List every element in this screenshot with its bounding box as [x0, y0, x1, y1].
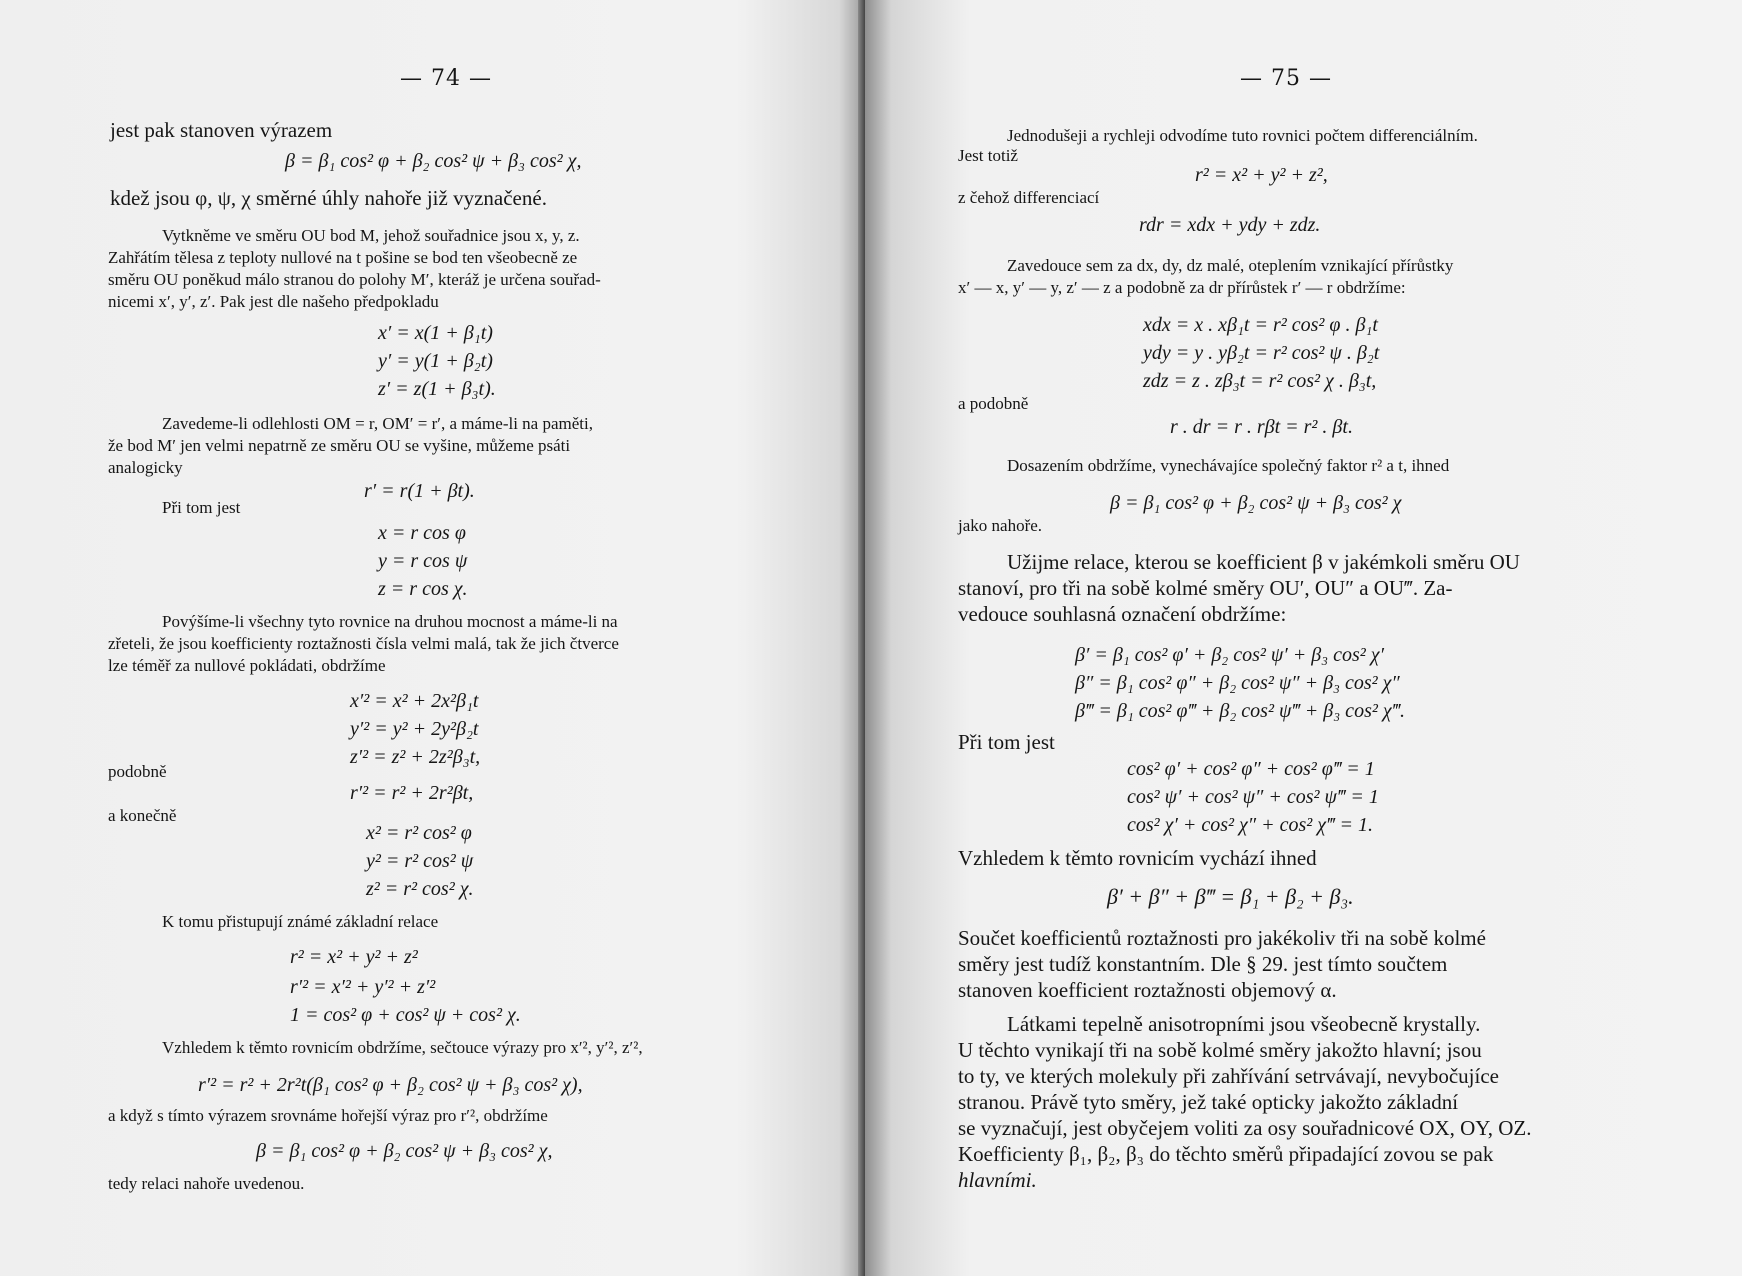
text-line: stranou. Právě tyto směry, jež také opticky jakožto základní	[958, 1090, 1459, 1114]
left-page	[0, 0, 865, 1276]
equation: z = r cos χ.	[378, 578, 468, 600]
text-line: Při tom jest	[958, 730, 1055, 754]
equation: β′ = β₁ cos² φ′ + β₂ cos² ψ′ + β₃ cos² χ′	[1075, 644, 1384, 666]
text-line: K tomu přistupují známé základní relace	[162, 912, 439, 931]
label: a konečně	[108, 806, 177, 825]
equation: xdx = x . xβ₁t = r² cos² φ . β₁t	[1143, 314, 1378, 336]
text-line: to ty, ve kterých molekuly při zahřívání setrvávají, nevybočujíce	[958, 1064, 1499, 1088]
equation: 1 = cos² φ + cos² ψ + cos² χ.	[290, 1004, 521, 1026]
text-line: U těchto vynikají tři na sobě kolmé směry jakožto hlavní; jsou	[958, 1038, 1482, 1062]
equation: β″ = β₁ cos² φ″ + β₂ cos² ψ″ + β₃ cos² χ″	[1075, 672, 1400, 694]
equation: β = β₁ cos² φ + β₂ cos² ψ + β₃ cos² χ,	[256, 1140, 553, 1162]
equation: rdr = xdx + ydy + zdz.	[1139, 214, 1321, 236]
text-line: Jednodušeji a rychleji odvodíme tuto rovnici počtem differenciálním.	[1007, 126, 1478, 145]
equation: r′² = r² + 2r²βt,	[350, 782, 474, 804]
equation: z′ = z(1 + β₃t).	[378, 378, 496, 400]
text-line: kdež jsou φ, ψ, χ směrné úhly nahoře již vyznačené.	[110, 186, 547, 210]
equation: ydy = y . yβ₂t = r² cos² ψ . β₂t	[1143, 342, 1380, 364]
text-line: Jest totiž	[958, 146, 1018, 165]
text-line: že bod M′ jen velmi nepatrně ze směru OU se vyšine, můžeme psáti	[108, 436, 571, 455]
text-line: směry jest tudíž konstantním. Dle § 29. jest tímto součtem	[958, 952, 1448, 976]
equation: β‴ = β₁ cos² φ‴ + β₂ cos² ψ‴ + β₃ cos² χ‴.	[1075, 700, 1406, 722]
equation: x′² = x² + 2x²β₁t	[350, 690, 479, 712]
equation: r′ = r(1 + βt).	[364, 480, 475, 502]
equation: y′ = y(1 + β₂t)	[378, 350, 493, 372]
text-line: Zavedouce sem za dx, dy, dz malé, oteplením vznikající přírůstky	[1007, 256, 1454, 275]
equation: cos² ψ′ + cos² ψ″ + cos² ψ‴ = 1	[1127, 786, 1379, 808]
equation: cos² χ′ + cos² χ″ + cos² χ‴ = 1.	[1127, 814, 1373, 836]
text-line: Dosazením obdržíme, vynechávajíce společný faktor r² a t, ihned	[1007, 456, 1450, 475]
page-number: — 75 —	[1240, 66, 1332, 91]
equation: z′² = z² + 2z²β₃t,	[350, 746, 481, 768]
text-line: vedouce souhlasná označení obdržíme:	[958, 602, 1287, 626]
text-line: a když s tímto výrazem srovnáme hořejší výraz pro r′², obdržíme	[108, 1106, 548, 1125]
text-line: zřeteli, že jsou koefficienty roztažnosti čísla velmi malá, tak že jich čtverce	[108, 634, 619, 653]
equation: r . dr = r . rβt = r² . βt.	[1170, 416, 1353, 438]
text-line: Vzhledem k těmto rovnicím vychází ihned	[958, 846, 1317, 870]
equation: r′² = x′² + y′² + z′²	[290, 976, 436, 998]
text-line: Užijme relace, kterou se koefficient β v jakémkoli směru OU	[1007, 550, 1520, 574]
equation: zdz = z . zβ₃t = r² cos² χ . β₃t,	[1143, 370, 1377, 392]
text-line: tedy relaci nahoře uvedenou.	[108, 1174, 305, 1193]
equation: β = β₁ cos² φ + β₂ cos² ψ + β₃ cos² χ	[1110, 492, 1402, 514]
text-line: stanoví, pro tři na sobě kolmé směry OU′, OU″ a OU‴. Za-	[958, 576, 1453, 600]
equation: y² = r² cos² ψ	[366, 850, 474, 872]
text-line: hlavními.	[958, 1168, 1037, 1192]
text-line: x′ — x, y′ — y, z′ — z a podobně za dr přírůstek r′ — r obdržíme:	[958, 278, 1406, 297]
text-line: analogicky	[108, 458, 183, 477]
label: podobně	[108, 762, 167, 781]
text-line: nicemi x′, y′, z′. Pak jest dle našeho předpokladu	[108, 292, 439, 311]
equation: cos² φ′ + cos² φ″ + cos² φ‴ = 1	[1127, 758, 1375, 780]
equation: z² = r² cos² χ.	[366, 878, 474, 900]
equation: x² = r² cos² φ	[366, 822, 472, 844]
text-line: se vyznačují, jest obyčejem voliti za osy souřadnicové OX, OY, OZ.	[958, 1116, 1532, 1140]
equation: r′² = r² + 2r²t(β₁ cos² φ + β₂ cos² ψ + β₃ cos² χ),	[198, 1074, 583, 1096]
text-line: lze téměř za nullové pokládati, obdržíme	[108, 656, 386, 675]
text-line: Zavedeme-li odlehlosti OM = r, OM′ = r′, a máme-li na paměti,	[162, 414, 593, 433]
equation: x = r cos φ	[378, 522, 466, 544]
label: Při tom jest	[162, 498, 241, 517]
equation: r² = x² + y² + z²	[290, 946, 418, 968]
equation: y′² = y² + 2y²β₂t	[350, 718, 479, 740]
text-line: Součet koefficientů roztažnosti pro jakékoliv tři na sobě kolmé	[958, 926, 1486, 950]
equation: y = r cos ψ	[378, 550, 468, 572]
text-line: Zahřátím tělesa z teploty nullové na t pošine se bod ten všeobecně ze	[108, 248, 578, 267]
text-line: z čehož differenciací	[958, 188, 1100, 207]
text-line: jako nahoře.	[958, 516, 1043, 535]
text-line: stanoven koefficient roztažnosti objemový α.	[958, 978, 1337, 1002]
text-line: Látkami tepelně anisotropními jsou všeobecně krystally.	[1007, 1012, 1481, 1036]
text-line: Vytkněme ve směru OU bod M, jehož souřadnice jsou x, y, z.	[162, 226, 580, 245]
text-line: Koefficienty β₁, β₂, β₃ do těchto směrů připadající zovou se pak	[958, 1142, 1494, 1166]
text-line: Vzhledem k těmto rovnicím obdržíme, sečtouce výrazy pro x′², y′², z′²,	[162, 1038, 643, 1057]
equation: r² = x² + y² + z²,	[1195, 164, 1328, 186]
equation: β = β₁ cos² φ + β₂ cos² ψ + β₃ cos² χ,	[285, 150, 582, 172]
text-line: směru OU poněkud málo stranou do polohy M′, kteráž je určena souřad-	[108, 270, 601, 289]
page-number: — 74 —	[400, 66, 492, 91]
right-page	[865, 0, 1742, 1276]
equation: β′ + β″ + β‴ = β₁ + β₂ + β₃.	[1107, 884, 1354, 909]
text-line: Povýšíme-li všechny tyto rovnice na druhou mocnost a máme-li na	[162, 612, 618, 631]
equation: x′ = x(1 + β₁t)	[378, 322, 493, 344]
text-line: jest pak stanoven výrazem	[110, 118, 333, 142]
text-line: a podobně	[958, 394, 1029, 413]
